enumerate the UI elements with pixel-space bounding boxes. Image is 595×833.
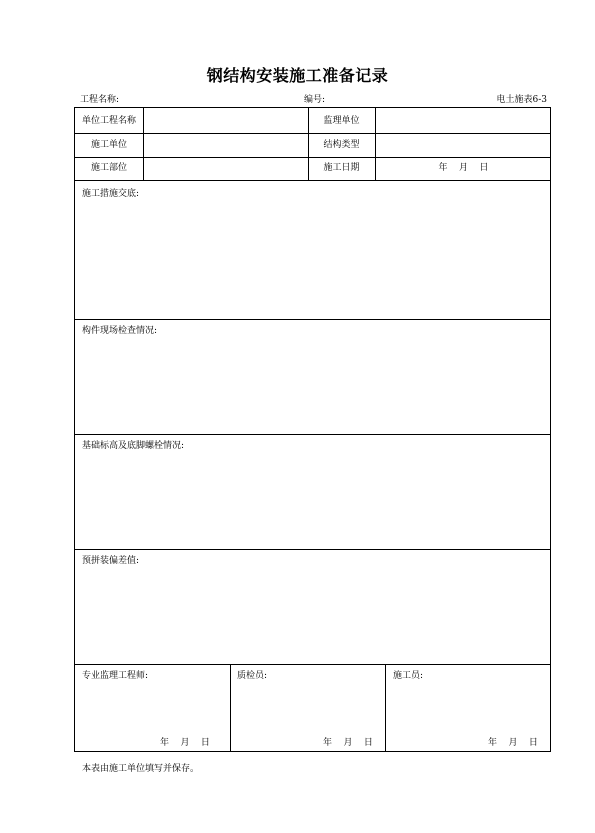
project-name-label: 工程名称: — [80, 95, 120, 105]
construction-date-label: 施工日期 — [323, 163, 360, 173]
quality-inspector-date[interactable]: 年 月 日 — [323, 738, 373, 748]
construction-part-label: 施工部位 — [90, 163, 127, 173]
supervising-engineer-date[interactable]: 年 月 日 — [160, 738, 210, 748]
section-divider — [75, 549, 550, 550]
construction-unit-label: 施工单位 — [90, 140, 127, 150]
constructor-label: 施工员: — [393, 671, 424, 681]
section-divider — [75, 319, 550, 320]
form-code: 电土施表6-3 — [496, 95, 547, 105]
column-divider — [385, 664, 386, 752]
structure-type-label: 结构类型 — [323, 140, 360, 150]
row-divider — [75, 180, 550, 181]
record-form-table — [74, 107, 551, 752]
column-divider — [143, 108, 144, 180]
section-divider — [75, 664, 550, 665]
column-divider — [230, 664, 231, 752]
preassembly-deviation-label: 预拼装偏差值: — [82, 556, 140, 566]
technical-disclosure-label: 施工措施交底: — [82, 189, 140, 199]
row-divider — [75, 133, 550, 134]
footnote: 本表由施工单位填写并保存。 — [82, 764, 200, 774]
supervision-unit-label: 监理单位 — [323, 116, 360, 126]
serial-number-label: 编号: — [304, 95, 326, 105]
construction-date-field[interactable]: 年 月 日 — [438, 163, 489, 173]
page-title: 钢结构安装施工准备记录 — [206, 66, 389, 85]
component-inspection-label: 构件现场检查情况: — [82, 326, 158, 336]
constructor-date[interactable]: 年 月 日 — [488, 738, 538, 748]
quality-inspector-label: 质检员: — [237, 671, 268, 681]
unit-project-name-label: 单位工程名称 — [81, 116, 136, 126]
section-divider — [75, 434, 550, 435]
supervising-engineer-label: 专业监理工程师: — [82, 671, 149, 681]
foundation-bolt-label: 基础标高及底脚螺栓情况: — [82, 441, 185, 451]
row-divider — [75, 157, 550, 158]
